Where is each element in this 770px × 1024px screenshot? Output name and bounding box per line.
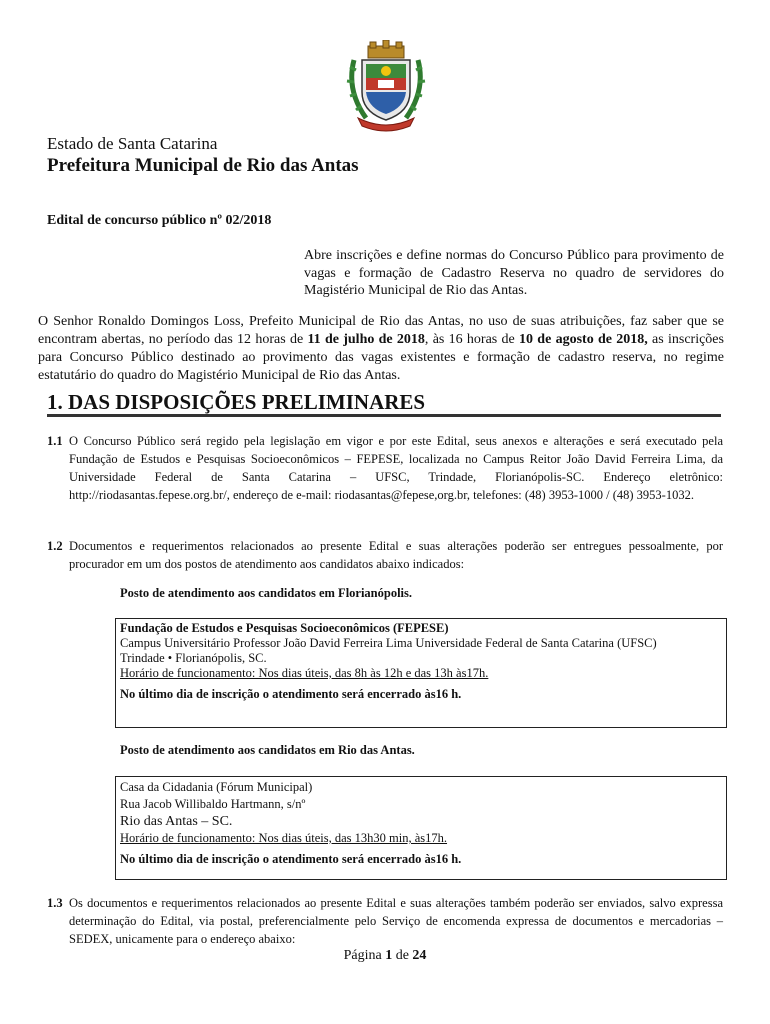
item-1-3	[47, 894, 723, 948]
intro-text-3: as inscrições para Concurso Público destinado ao provimento das vagas existentes e formação de cadastro reserva, no regime estatutário do quadro do Magistério Municipal de Rio das Antas.	[38, 332, 724, 383]
item-1-1	[47, 432, 723, 504]
intro-paragraph	[38, 313, 724, 385]
posto-name: Fundação de Estudos e Pesquisas Socioeconômicos (FEPESE)	[120, 621, 449, 635]
posto-rio-das-antas-title: Posto de atendimento aos candidatos em Rio das Antas.	[120, 743, 415, 757]
intro-date-start: 11 de julho de 2018	[307, 332, 425, 347]
intro-text-1: O Senhor Ronaldo Domingos Loss, Prefeito Municipal de Rio das Antas, no uso de suas atribuições, faz saber que se encontram abertas, no período das 12 horas de	[38, 314, 724, 347]
item-1-2	[47, 537, 723, 573]
section-divider	[47, 414, 721, 417]
state-name: Estado de Santa Catarina	[47, 134, 218, 153]
page-label: Página	[343, 948, 386, 963]
posto-florianopolis-box	[115, 618, 727, 728]
municipal-crest	[344, 40, 428, 132]
posto-address-1: Campus Universitário Professor João David Ferreira Lima Universidade Federal de Santa Catarina (UFSC)	[120, 636, 657, 650]
item-number: 1.1	[47, 434, 63, 448]
item-number: 1.3	[47, 896, 63, 910]
item-text: O Concurso Público será regido pela legislação em vigor e por este Edital, seus anexos e alterações e será executado pela Fundação de Estudos e Pesquisas Socioeconômicos – FEPESE, localizada no Campus Reitor João David Ferreira Lima, da Universidade Federal de Santa Catarina – UFSC, Trindade, Florianópolis-SC. Endereço eletrônico: http://riodasantas.fepese.org.br/, endereço de e-mail: riodasantas@fepese,org.br, telefones: (48) 3953-1000 / (48) 3953-1032.	[69, 434, 723, 502]
posto-note: No último dia de inscrição o atendimento será encerrado às16 h.	[120, 687, 462, 701]
page-of: de	[392, 948, 413, 963]
posto-address-2: Trindade • Florianópolis, SC.	[120, 651, 267, 665]
edital-title: Edital de concurso público nº 02/2018	[47, 213, 272, 228]
page-total: 24	[412, 948, 427, 963]
item-text: Os documentos e requerimentos relacionados ao presente Edital e suas alterações também poderão ser enviados, salvo expressa determinação do Edital, via postal, preferencialmente pelo Serviço de encomenda expressa de documentos e mercadorias – SEDEX, unicamente para o endereço abaixo:	[69, 896, 723, 946]
intro-text-2: , às 16 horas de	[424, 332, 520, 347]
item-text: Documentos e requerimentos relacionados ao presente Edital e suas alterações poderão ser entregues pessoalmente, por procurador em um dos postos de atendimento aos candidatos abaixo indicados:	[69, 539, 723, 571]
page-number: 1	[385, 948, 393, 963]
posto-address-2: Rio das Antas – SC.	[120, 814, 233, 829]
item-number: 1.2	[47, 539, 63, 553]
posto-hours: Horário de funcionamento: Nos dias úteis, das 13h30 min, às17h.	[120, 831, 448, 845]
posto-name: Casa da Cidadania (Fórum Municipal)	[120, 780, 313, 794]
posto-note: No último dia de inscrição o atendimento será encerrado às16 h.	[120, 852, 462, 866]
edital-ementa: Abre inscrições e define normas do Concurso Público para provimento de vagas e formação de Cadastro Reserva no quadro de servidores do Magistério Municipal de Rio das Antas.	[304, 248, 724, 298]
prefeitura-title: Prefeitura Municipal de Rio das Antas	[47, 155, 359, 176]
page-footer	[0, 948, 770, 964]
section-title: 1. DAS DISPOSIÇÕES PRELIMINARES	[47, 390, 426, 414]
posto-hours: Horário de funcionamento: Nos dias úteis, das 8h às 12h e das 13h às17h.	[120, 666, 489, 680]
posto-florianopolis-title: Posto de atendimento aos candidatos em Florianópolis.	[120, 586, 413, 600]
posto-rio-das-antas-box	[115, 776, 727, 880]
intro-date-end: 10 de agosto de 2018,	[519, 332, 648, 347]
posto-address-1: Rua Jacob Willibaldo Hartmann, s/nº	[120, 797, 306, 811]
